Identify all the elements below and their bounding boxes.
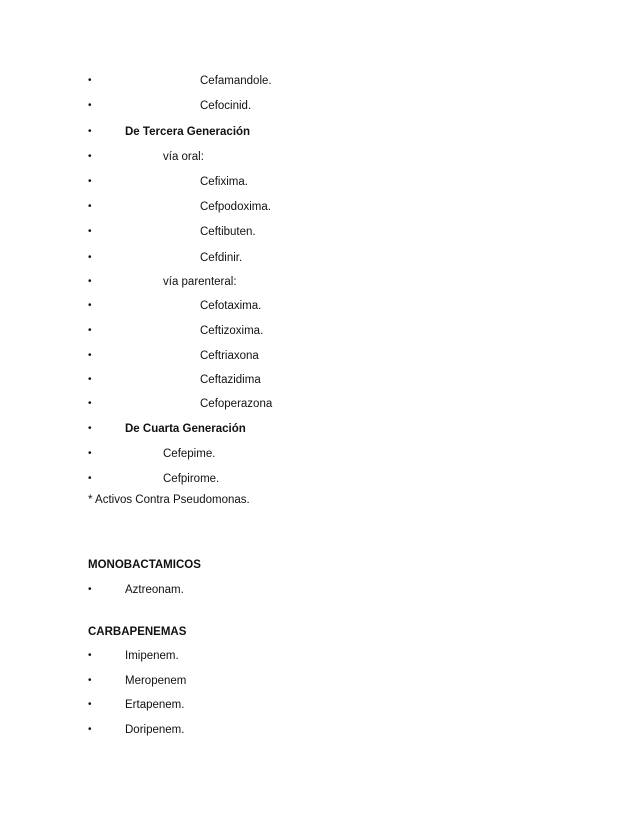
bullet-icon: • — [88, 252, 92, 263]
list-item-text: Aztreonam. — [125, 584, 184, 596]
bullet-icon: • — [88, 473, 92, 484]
list-item-text: Cefepime. — [163, 448, 216, 460]
monobactamicos-heading: MONOBACTAMICOS — [88, 559, 201, 571]
list-item-text: Ceftibuten. — [200, 226, 256, 238]
bullet-icon: • — [88, 398, 92, 409]
bullet-icon: • — [88, 100, 92, 111]
bullet-icon: • — [88, 699, 92, 710]
bullet-icon: • — [88, 300, 92, 311]
list-item-text: De Tercera Generación — [125, 126, 251, 138]
list-item-text: De Cuarta Generación — [125, 423, 246, 435]
pseudomonas-note: * Activos Contra Pseudomonas. — [88, 494, 250, 506]
list-item-text: Cefoperazona — [200, 398, 273, 410]
list-item-text: Cefotaxima. — [200, 300, 262, 312]
bullet-icon: • — [88, 126, 92, 137]
carbapenemas-heading: CARBAPENEMAS — [88, 626, 187, 638]
list-item-text: Ertapenem. — [125, 699, 185, 711]
list-item-text: Meropenem — [125, 675, 187, 687]
bullet-icon: • — [88, 650, 92, 661]
list-item-text: Cefamandole. — [200, 75, 272, 87]
bullet-icon: • — [88, 724, 92, 735]
bullet-icon: • — [88, 201, 92, 212]
list-item-text: vía parenteral: — [163, 276, 237, 288]
list-item-text: Cefocinid. — [200, 100, 252, 112]
list-item-text: Cefpodoxima. — [200, 201, 271, 213]
bullet-icon: • — [88, 75, 92, 86]
bullet-icon: • — [88, 423, 92, 434]
bullet-icon: • — [88, 374, 92, 385]
list-item-text: Ceftriaxona — [200, 350, 259, 362]
list-item-text: vía oral: — [163, 151, 204, 163]
bullet-icon: • — [88, 276, 92, 287]
list-item-text: Ceftazidima — [200, 374, 261, 386]
bullet-icon: • — [88, 350, 92, 361]
list-item-text: Imipenem. — [125, 650, 179, 662]
bullet-icon: • — [88, 584, 92, 595]
list-item-text: Ceftizoxima. — [200, 325, 264, 337]
bullet-icon: • — [88, 325, 92, 336]
bullet-icon: • — [88, 176, 92, 187]
list-item-text: Cefixima. — [200, 176, 248, 188]
list-item-text: Cefpirome. — [163, 473, 220, 485]
bullet-icon: • — [88, 151, 92, 162]
bullet-icon: • — [88, 226, 92, 237]
list-item-text: Cefdinir. — [200, 252, 243, 264]
list-item-text: Doripenem. — [125, 724, 185, 736]
bullet-icon: • — [88, 448, 92, 459]
bullet-icon: • — [88, 675, 92, 686]
